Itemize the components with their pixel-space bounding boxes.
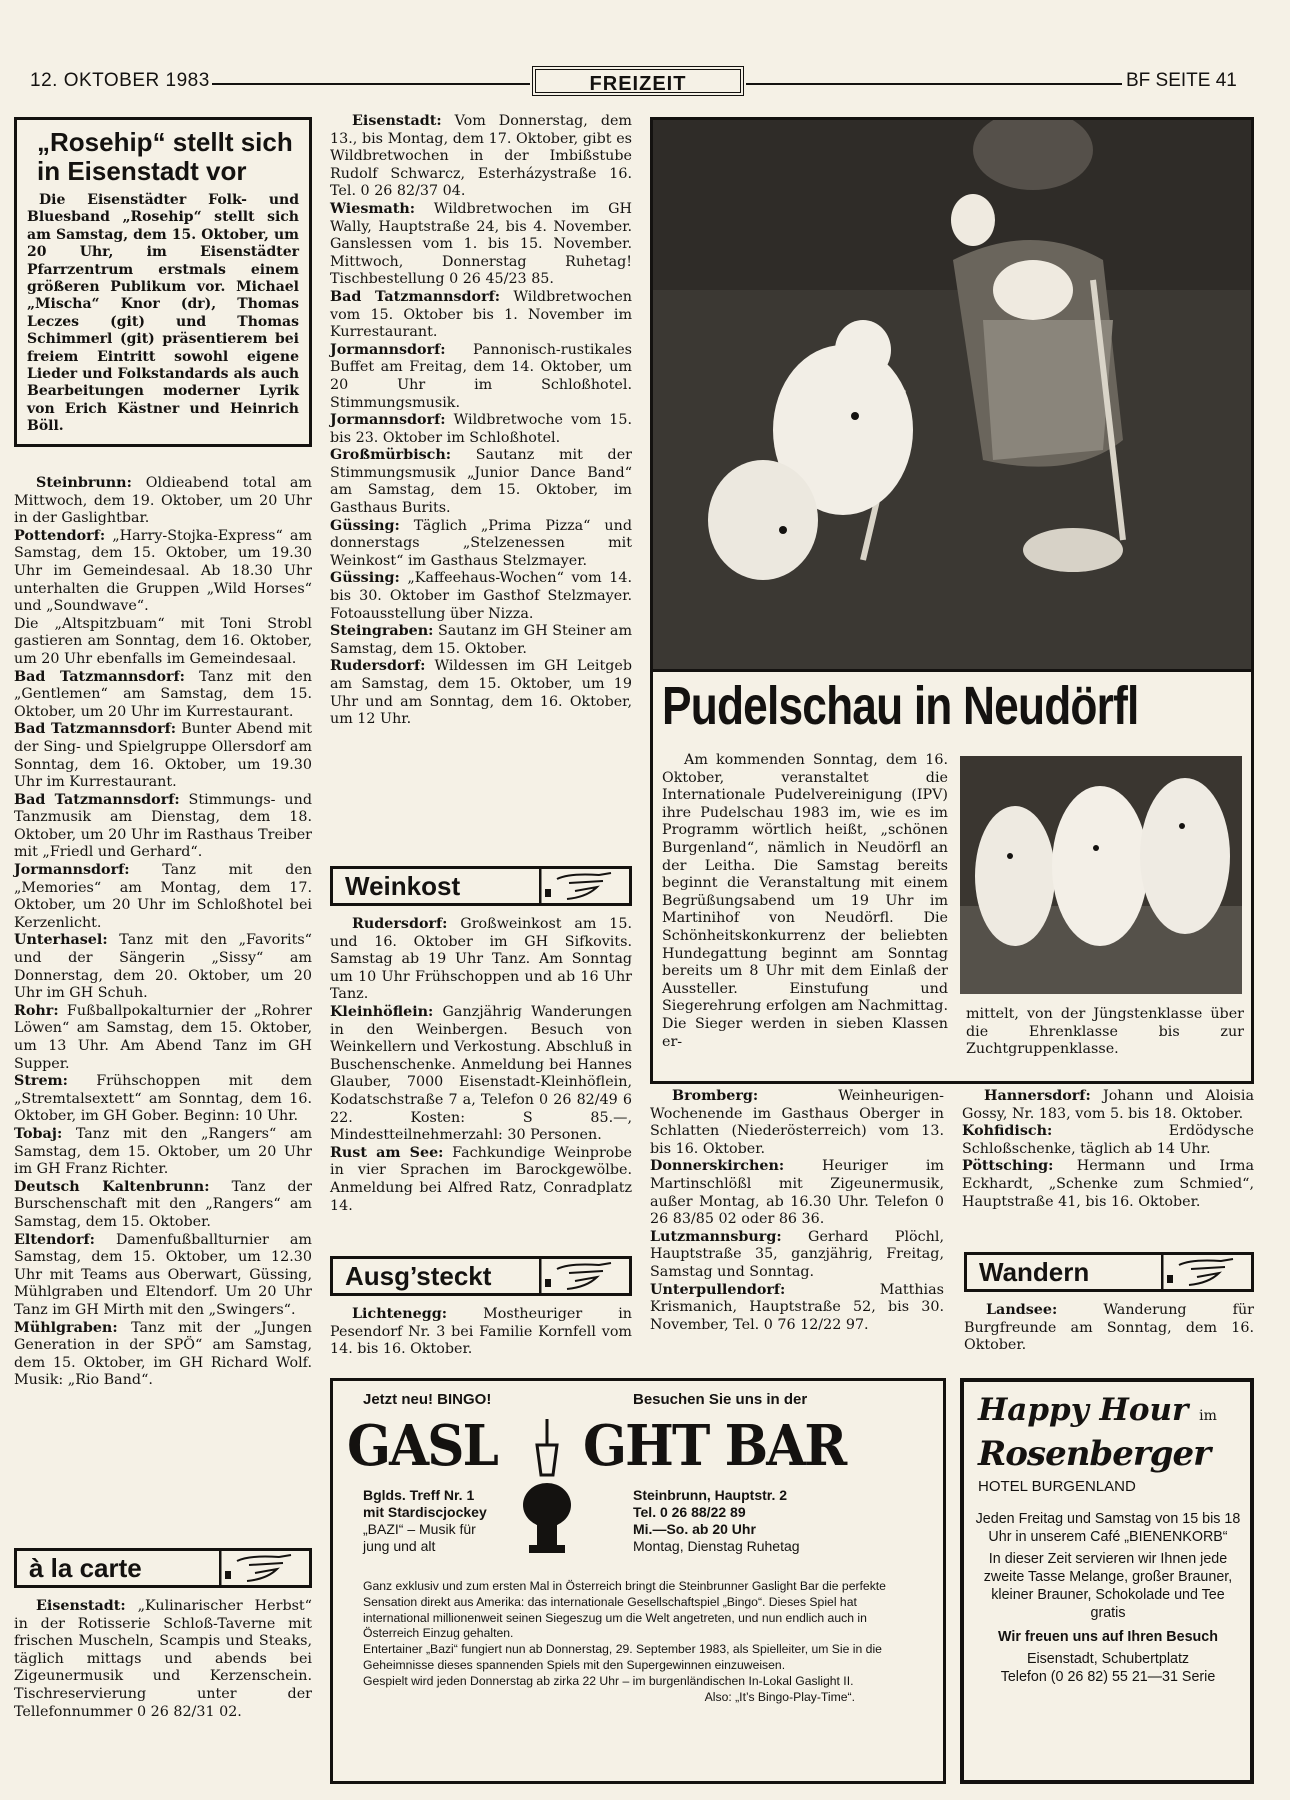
listing-place: Jormannsdorf: xyxy=(330,341,446,358)
listing-entry xyxy=(962,1158,1254,1211)
event-listing-column-2 xyxy=(330,113,632,729)
offer-welcome: Wir freuen uns auf Ihren Besuch xyxy=(998,1629,1218,1645)
listing-text: Wildbretwochen vom 15. Oktober bis 1. November im Kurrestaurant. xyxy=(330,288,632,341)
listing-text: Bunter Abend mit der Sing- und Spielgruppe Ollersdorf am Sonntag, dem 16. Oktober, um 19.30 Uhr im Kurrestaurant. xyxy=(14,721,312,791)
listing-place: Hannersdorf: xyxy=(984,1088,1091,1104)
ad-bingo-tag: Jetzt neu! BINGO! xyxy=(363,1391,492,1408)
listing-place: Rohr: xyxy=(14,1002,59,1019)
listing-entry xyxy=(14,862,312,932)
ad-right-line: Steinbrunn, Hauptstr. 2 xyxy=(633,1487,788,1503)
happy-hour-title xyxy=(978,1392,1217,1428)
listing-place: Eisenstadt: xyxy=(36,1598,126,1614)
ad-right-line: Mi.—So. ab 20 Uhr xyxy=(633,1521,756,1537)
listing-entry xyxy=(650,1088,944,1158)
listing-entry xyxy=(962,1123,1254,1158)
listing-place: Kohfidisch: xyxy=(962,1123,1053,1140)
oil-lamp-icon xyxy=(507,1415,587,1565)
listing-place: Jormannsdorf: xyxy=(330,412,446,429)
heuriger-listing-right xyxy=(962,1088,1254,1211)
listing-place: Lichtenegg: xyxy=(352,1306,448,1322)
happy-hour-ad xyxy=(960,1378,1254,1784)
listing-entry xyxy=(330,570,632,623)
listing-place: Güssing: xyxy=(330,570,400,587)
listing-text: „Harry-Stojka-Express“ am Samstag, dem 15. Oktober, um 19.30 Uhr im Gemeindesaal. Ab 18.30 Uhr unterhalten die Gruppen „Wild Horses“ und „Soundwave“. xyxy=(14,527,312,615)
listing-entry xyxy=(14,721,312,791)
listing-place: Steinbrunn: xyxy=(36,475,132,491)
listing-place: Rudersdorf: xyxy=(330,658,426,675)
listing-text: Ganzjährig Wanderungen in den Weinbergen. Besuch von Weinkellern und Verkostung. Abschluß in Buschenschenke. Anmeldung bei Hannes Glauber, 7000 Eisenstadt-Kleinhöflein, Kodatschstraße 7 a, Telefon 0 26 82/49 6 22. Kosten: S 85.—, Mindestteilnehmerzahl: 30 Personen. xyxy=(330,1003,632,1144)
ad-left-line: jung und alt xyxy=(363,1538,436,1554)
listing-place: Steingraben: xyxy=(330,623,434,640)
offer-phone: Telefon (0 26 82) 55 21—31 Serie xyxy=(1000,1669,1216,1685)
ad-paragraph: Also: „It’s Bingo-Play-Time“. xyxy=(704,1689,855,1704)
listing-place: Pottendorf: xyxy=(14,527,106,544)
happy-hour-offer xyxy=(974,1510,1242,1686)
wandern-listing xyxy=(964,1302,1254,1355)
rosehip-body: Die Eisenstädter Folk- und Bluesband „Rosehip“ stellt sich am Samstag, dem 15. Oktober, um 20 Uhr, im Eisenstädter Pfarrzentrum erstmals einem größeren Publikum vor. Michael „Mischa“ Knor (dr), Thomas Leczes (git) und Thomas Schimmerl (git) präsentierem bei freiem Eintritt sowohl eigene Lieder und Folkstandards als auch Bearbeitungen moderner Lyrik von Erich Kästner und Heinrich Böll. xyxy=(27,192,299,435)
listing-place: Güssing: xyxy=(330,517,400,534)
listing-entry xyxy=(14,792,312,862)
ad-paragraph: Gespielt wird jeden Donnerstag ab zirka 22 Uhr – im burgenländischen In-Lokal Gaslight II. xyxy=(363,1673,854,1688)
listing-place: Landsee: xyxy=(986,1302,1058,1318)
listing-entry xyxy=(330,201,632,289)
listing-entry xyxy=(14,1003,312,1073)
pudelschau-body-continued: mittelt, von der Jüngstenklasse über die Ehrenklasse bis zur Zuchtgruppenklasse. xyxy=(966,1006,1244,1058)
rosehip-headline: „Rosehip“ stellt sich in Eisenstadt vor xyxy=(37,127,293,186)
listing-text: Pannonisch-rustikales Buffet am Freitag, dem 14. Oktober, um 20 Uhr im Schloßhotel. Stimmungsmusik. xyxy=(330,341,632,411)
ad-left-info xyxy=(363,1487,487,1555)
weinkost-listing xyxy=(330,916,632,1215)
listing-entry xyxy=(330,412,632,447)
listing-text: Stimmungs- und Tanzmusik am Dienstag, dem 18. Oktober, um 20 Uhr im Rasthaus Treiber mit „Friedl und Gerhard“. xyxy=(14,791,312,861)
listing-entry xyxy=(650,1229,944,1282)
listing-entry xyxy=(14,1179,312,1232)
listing-place: Rudersdorf: xyxy=(352,916,448,932)
section-title: FREIZEIT xyxy=(532,66,744,96)
listing-place: Kleinhöflein: xyxy=(330,1003,434,1020)
listing-text: Vom Donnerstag, dem 13., bis Montag, dem 17. Oktober, gibt es Wildbretwochen in der Imbißstube Rudolf Schwarcz, Esterházystraße 16. Tel. 0 26 82/37 04. xyxy=(330,113,632,200)
listing-text: Tanz mit den „Rangers“ am Samstag, dem 15. Oktober, um 20 Uhr im GH Franz Richter. xyxy=(14,1125,312,1178)
listing-text: Erdödysche Schloßschenke, täglich ab 14 Uhr. xyxy=(962,1123,1254,1157)
listing-entry xyxy=(330,1306,632,1359)
poodle-photo-image xyxy=(653,120,1251,669)
alacarte-heading: à la carte xyxy=(29,1553,142,1583)
listing-place: Wiesmath: xyxy=(330,200,416,217)
listing-place: Bad Tatzmannsdorf: xyxy=(14,668,185,685)
listing-text: Mostheuriger in Pesendorf Nr. 3 bei Familie Kornfell vom 14. bis 16. Oktober. xyxy=(330,1306,632,1358)
listing-place: Rust am See: xyxy=(330,1144,444,1161)
listing-entry xyxy=(14,1126,312,1179)
listing-place: Großmürbisch: xyxy=(330,447,452,464)
listing-text: Tanz mit der „Jungen Generation in der SPÖ“ am Samstag, dem 15. Oktober, im GH Richard Wolf. Musik: „Rio Band“. xyxy=(14,1319,312,1389)
happy-hour-text: Happy Hour xyxy=(978,1392,1189,1428)
listing-place: Bromberg: xyxy=(672,1088,759,1104)
listing-place: Jormannsdorf: xyxy=(14,862,130,879)
weinkost-section-header xyxy=(330,866,632,906)
issue-date: 12. OKTOBER 1983 xyxy=(30,70,210,91)
ad-paragraph: Entertainer „Bazi“ fungiert nun ab Donnerstag, 29. September 1983, als Spielleiter, um Sie in die Geheimnisse dieses spannenden Spiels mit den Supergewinnen einzuweisen. xyxy=(363,1642,882,1672)
ad-left-line: mit Stardiscjockey xyxy=(363,1504,487,1520)
listing-text: Sautanz mit der Stimmungsmusik „Junior Dance Band“ am Samstag, dem 15. Oktober, im Gasthaus Burits. xyxy=(330,447,632,517)
listing-text: Johann und Aloisia Gossy, Nr. 183, vom 5. bis 18. Oktober. xyxy=(962,1088,1254,1122)
listing-place: Mühlgraben: xyxy=(14,1319,118,1336)
offer-details: In dieser Zeit servieren wir Ihnen jede zweite Tasse Melange, großer Brauner, kleiner Brauner, Schokolade und Tee gratis xyxy=(983,1551,1233,1621)
listing-text: Gerhard Plöchl, Hauptstraße 35, ganzjährig, Freitag, Samstag und Sonntag. xyxy=(650,1228,944,1280)
offer-times: Jeden Freitag und Samstag von 15 bis 18 Uhr in unserem Café „BIENENKORB“ xyxy=(975,1511,1241,1545)
listing-place: Bad Tatzmannsdorf: xyxy=(14,791,180,808)
listing-entry xyxy=(330,342,632,412)
ad-bingo-text xyxy=(363,1579,915,1705)
logo-text-left: GASL xyxy=(347,1413,498,1479)
listing-text: Großweinkost am 15. und 16. Oktober im GH Sifkovits. Samstag ab 19 Uhr Tanz. Am Sonntag um 10 Uhr Frühschoppen und ab 16 Uhr Tanz. xyxy=(330,916,632,1003)
listing-entry xyxy=(330,113,632,201)
poodle-photo xyxy=(650,117,1254,672)
listing-place: Lutzmannsburg: xyxy=(650,1228,782,1245)
listing-text: Hermann und Irma Eckhardt, „Schenke zum Schmied“, Hauptstraße 41, bis 16. Oktober. xyxy=(962,1158,1254,1210)
listing-place: Eltendorf: xyxy=(14,1231,95,1248)
alacarte-listing xyxy=(14,1598,312,1721)
listing-text: Sautanz im GH Steiner am Samstag, dem 15. Oktober. xyxy=(330,623,632,657)
listing-entry xyxy=(330,518,632,571)
alacarte-section-header xyxy=(14,1548,312,1588)
pointing-hand-icon xyxy=(219,1551,309,1585)
ad-right-info xyxy=(633,1487,800,1555)
ad-visit-tag: Besuchen Sie uns in der xyxy=(633,1391,808,1408)
event-listing-column-1 xyxy=(14,475,312,1390)
listing-entry xyxy=(330,623,632,658)
listing-entry xyxy=(330,658,632,728)
pointing-hand-icon xyxy=(539,869,629,903)
poodle-group-image xyxy=(960,756,1242,994)
listing-entry xyxy=(330,289,632,342)
listing-entry xyxy=(650,1282,944,1335)
listing-entry xyxy=(14,669,312,722)
listing-text: Damenfußballturnier am Samstag, dem 15. Oktober, um 12.30 Uhr mit Teams aus Oberwart, Güssing, Mühlgraben und Eltendorf. Um 20 Uhr Tanz im GH Mirth mit den „Swingers“. xyxy=(14,1231,312,1318)
pudelschau-headline: Pudelschau in Neudörfl xyxy=(662,676,1139,736)
listing-entry xyxy=(14,616,312,669)
gaslight-logo xyxy=(347,1415,927,1477)
happy-hour-im: im xyxy=(1199,1408,1217,1424)
header-rule xyxy=(212,83,530,85)
listing-text: Wildessen im GH Leitgeb am Samstag, dem 15. Oktober, um 19 Uhr und am Sonntag, dem 16. Oktober, um 12 Uhr. xyxy=(330,658,632,728)
listing-entry xyxy=(330,1145,632,1215)
listing-text: Tanz mit den „Gentlemen“ am Samstag, dem 15. Oktober, um 20 Uhr im Kurrestaurant. xyxy=(14,668,312,720)
listing-place: Deutsch Kaltenbrunn: xyxy=(14,1178,210,1195)
listing-entry xyxy=(330,447,632,517)
rosehip-article xyxy=(14,117,312,447)
listing-text: Die „Altspitzbuam“ mit Toni Strobl gastieren am Sonntag, dem 16. Oktober, um 20 Uhr ebenfalls im Gemeindesaal. xyxy=(14,615,312,667)
gaslight-bar-ad xyxy=(330,1378,946,1784)
listing-entry xyxy=(14,475,312,528)
listing-place: Bad Tatzmannsdorf: xyxy=(14,721,177,738)
ad-paragraph: Ganz exklusiv und zum ersten Mal in Österreich bringt die Steinbrunner Gaslight Bar die perfekte Sensation direkt aus Amerika: das internationale Gesellschaftspiel „Bingo“. Dieses Spiel hat international millionenweit seinen Siegeszug um die Welt angetreten, und nun endlich auch in Österreich Einzug gehalten. xyxy=(363,1579,886,1641)
listing-text: „Kaffeehaus-Wochen“ vom 14. bis 30. Oktober im Gasthof Stelzmayer. Fotoausstellung über Nizza. xyxy=(330,570,632,622)
listing-place: Unterhasel: xyxy=(14,932,108,949)
listing-text: Tanz der Burschenschaft mit den „Rangers“ am Samstag, dem 15. Oktober. xyxy=(14,1178,313,1230)
listing-text: Tanz mit den „Memories“ am Montag, dem 17. Oktober, um 20 Uhr im Schloßhotel bei Kerzenlicht. xyxy=(14,862,312,931)
rosenberger-logo: Rosenberger xyxy=(978,1434,1211,1474)
pointing-hand-icon xyxy=(539,1259,629,1293)
listing-text: Tanz mit den „Favorits“ und der Sängerin „Sissy“ am Donnerstag, dem 20. Oktober, um 20 Uhr im GH Schuh. xyxy=(14,932,312,1002)
listing-text: Oldieabend total am Mittwoch, dem 19. Oktober, um 20 Uhr in der Gaslightbar. xyxy=(14,475,312,527)
hotel-name: HOTEL BURGENLAND xyxy=(978,1478,1136,1495)
listing-place: Donnerskirchen: xyxy=(650,1158,785,1175)
ad-right-line: Montag, Dienstag Ruhetag xyxy=(633,1538,800,1554)
weinkost-heading: Weinkost xyxy=(345,871,461,901)
listing-text: Wanderung für Burgfreunde am Sonntag, dem 16. Oktober. xyxy=(964,1302,1254,1354)
listing-place: Eisenstadt: xyxy=(352,113,442,129)
ausgsteckt-heading: Ausg’steckt xyxy=(345,1261,492,1291)
page-number: BF SEITE 41 xyxy=(1126,70,1237,91)
listing-place: Bad Tatzmannsdorf: xyxy=(330,288,501,305)
listing-text: Täglich „Prima Pizza“ und donnerstags „Stelzenessen mit Weinkost“ im Gasthaus Stelzmayer. xyxy=(330,517,632,569)
listing-text: Heuriger im Martinschlößl mit Zigeunermusik, außer Montag, ab 16.30 Uhr. Telefon 0 26 83/85 02 oder 86 36. xyxy=(650,1158,944,1228)
listing-entry xyxy=(14,1598,312,1721)
header-rule xyxy=(746,83,1122,85)
listing-text: Wildbretwochen im GH Wally, Hauptstraße 24, bis 4. November. Ganslessen vom 1. bis 15. November. Mittwoch, Donnerstag Ruhetag! Tischbestellung 0 26 45/23 85. xyxy=(330,200,632,288)
pointing-hand-icon xyxy=(1161,1255,1251,1289)
listing-entry xyxy=(650,1158,944,1228)
ad-right-line: Tel. 0 26 88/22 89 xyxy=(633,1504,746,1520)
listing-text: Matthias Krismanich, Hauptstraße 52, bis 30. November, Tel. 0 76 12/22 97. xyxy=(650,1281,944,1333)
offer-address: Eisenstadt, Schubertplatz xyxy=(1026,1651,1190,1667)
ad-left-line: Bglds. Treff Nr. 1 xyxy=(363,1487,475,1503)
heuriger-listing-left xyxy=(650,1088,944,1334)
listing-entry xyxy=(330,1004,632,1145)
listing-text: „Kulinarischer Herbst“ in der Rotisserie Schloß-Taverne mit frischen Muscheln, Scampis und Steaks, täglich mittags und abends bei Zigeunermusik und Kerzenschein. Tischreservierung unter der Tellefonnummer 0 26 82/31 02. xyxy=(14,1598,312,1720)
listing-place: Tobaj: xyxy=(14,1125,63,1142)
listing-text: Frühschoppen mit dem „Stremtalsextett“ am Sonntag, dem 16. Oktober, im GH Gober. Beginn: 10 Uhr. xyxy=(14,1073,312,1125)
listing-entry xyxy=(14,932,312,1002)
ausgsteckt-listing xyxy=(330,1306,632,1359)
pudelschau-body: Am kommenden Sonntag, dem 16. Oktober, veranstaltet die Internationale Pudelvereinigung (IPV) ihre Pudelschau 1983 im, wie es im Programm wörtlich heißt, „schönen Burgenland“, nämlich in Neudörfl an der Leitha. Die Samstag bereits beginnt die Veranstaltung mit einem Begrüßungsabend um 19 Uhr im Martinihof von Neudörfl. Die Schönheitskonkurrenz der beliebten Hundegattung beginnt am Sonntag bereits um 8 Uhr mit dem Einlaß der Aussteller. Einstufung und Siegerehrung erfolgen am Nachmittag. Die Sieger werden in sieben Klassen er- xyxy=(662,752,948,1050)
wandern-section-header xyxy=(964,1252,1254,1292)
listing-entry xyxy=(14,1073,312,1126)
ad-left-line: „BAZI“ – Musik für xyxy=(363,1521,476,1537)
listing-entry xyxy=(14,1320,312,1390)
ausgsteckt-section-header xyxy=(330,1256,632,1296)
listing-text: Fachkundige Weinprobe in vier Sprachen im Barockgewölbe. Anmeldung bei Alfred Ratz, Conradplatz 14. xyxy=(330,1144,632,1214)
poodle-group-photo xyxy=(960,756,1242,994)
listing-place: Strem: xyxy=(14,1073,68,1090)
listing-text: Wildbretwoche vom 15. bis 23. Oktober im Schloßhotel. xyxy=(330,412,632,446)
listing-entry xyxy=(964,1302,1254,1355)
wandern-heading: Wandern xyxy=(979,1257,1090,1287)
listing-entry xyxy=(962,1088,1254,1123)
listing-entry xyxy=(14,1232,312,1320)
listing-entry xyxy=(330,916,632,1004)
listing-entry xyxy=(14,528,312,616)
listing-place: Pöttsching: xyxy=(962,1158,1054,1175)
listing-text: Weinheurigen-Wochenende im Gasthaus Oberger in Schlatten (Niederösterreich) vom 13. bis 16. Oktober. xyxy=(650,1088,944,1157)
listing-text: Fußballpokalturnier der „Rohrer Löwen“ am Samstag, dem 15. Oktober, um 13 Uhr. Am Abend Tanz im GH Supper. xyxy=(14,1002,312,1072)
listing-place: Unterpullendorf: xyxy=(650,1281,786,1298)
logo-text-right: GHT BAR xyxy=(583,1413,846,1479)
